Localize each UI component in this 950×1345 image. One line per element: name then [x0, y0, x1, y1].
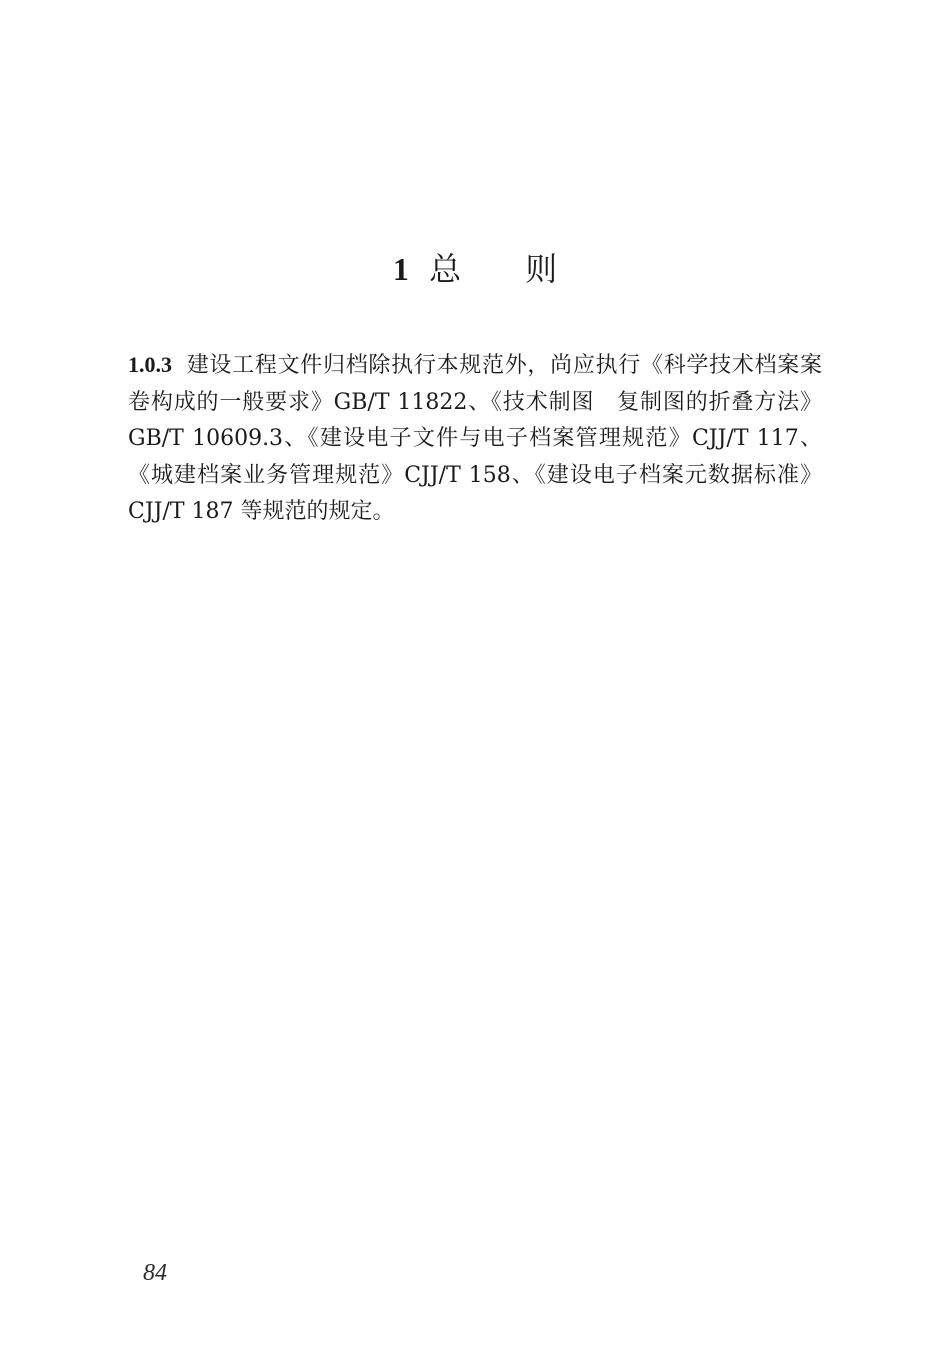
page-number: 84 — [143, 1260, 167, 1286]
clause-paragraph — [128, 347, 822, 531]
clause-number: 1.0.3 — [128, 352, 172, 377]
chapter-heading — [0, 247, 950, 291]
clause-text: 建设工程文件归档除执行本规范外，尚应执行《科学技术档案案卷构成的一般要求》GB/T 11822、《技术制图 复制图的折叠方法》GB/T 10609.3、《建设电子文件与电子档案管理规范》CJJ/T 117、《城建档案业务管理规范》CJJ/T 158、《建设电子档案元数据标准》CJJ/T 187 等规范的规定。 — [128, 353, 822, 524]
chapter-title: 总 则 — [429, 250, 558, 289]
chapter-number: 1 — [392, 251, 409, 288]
